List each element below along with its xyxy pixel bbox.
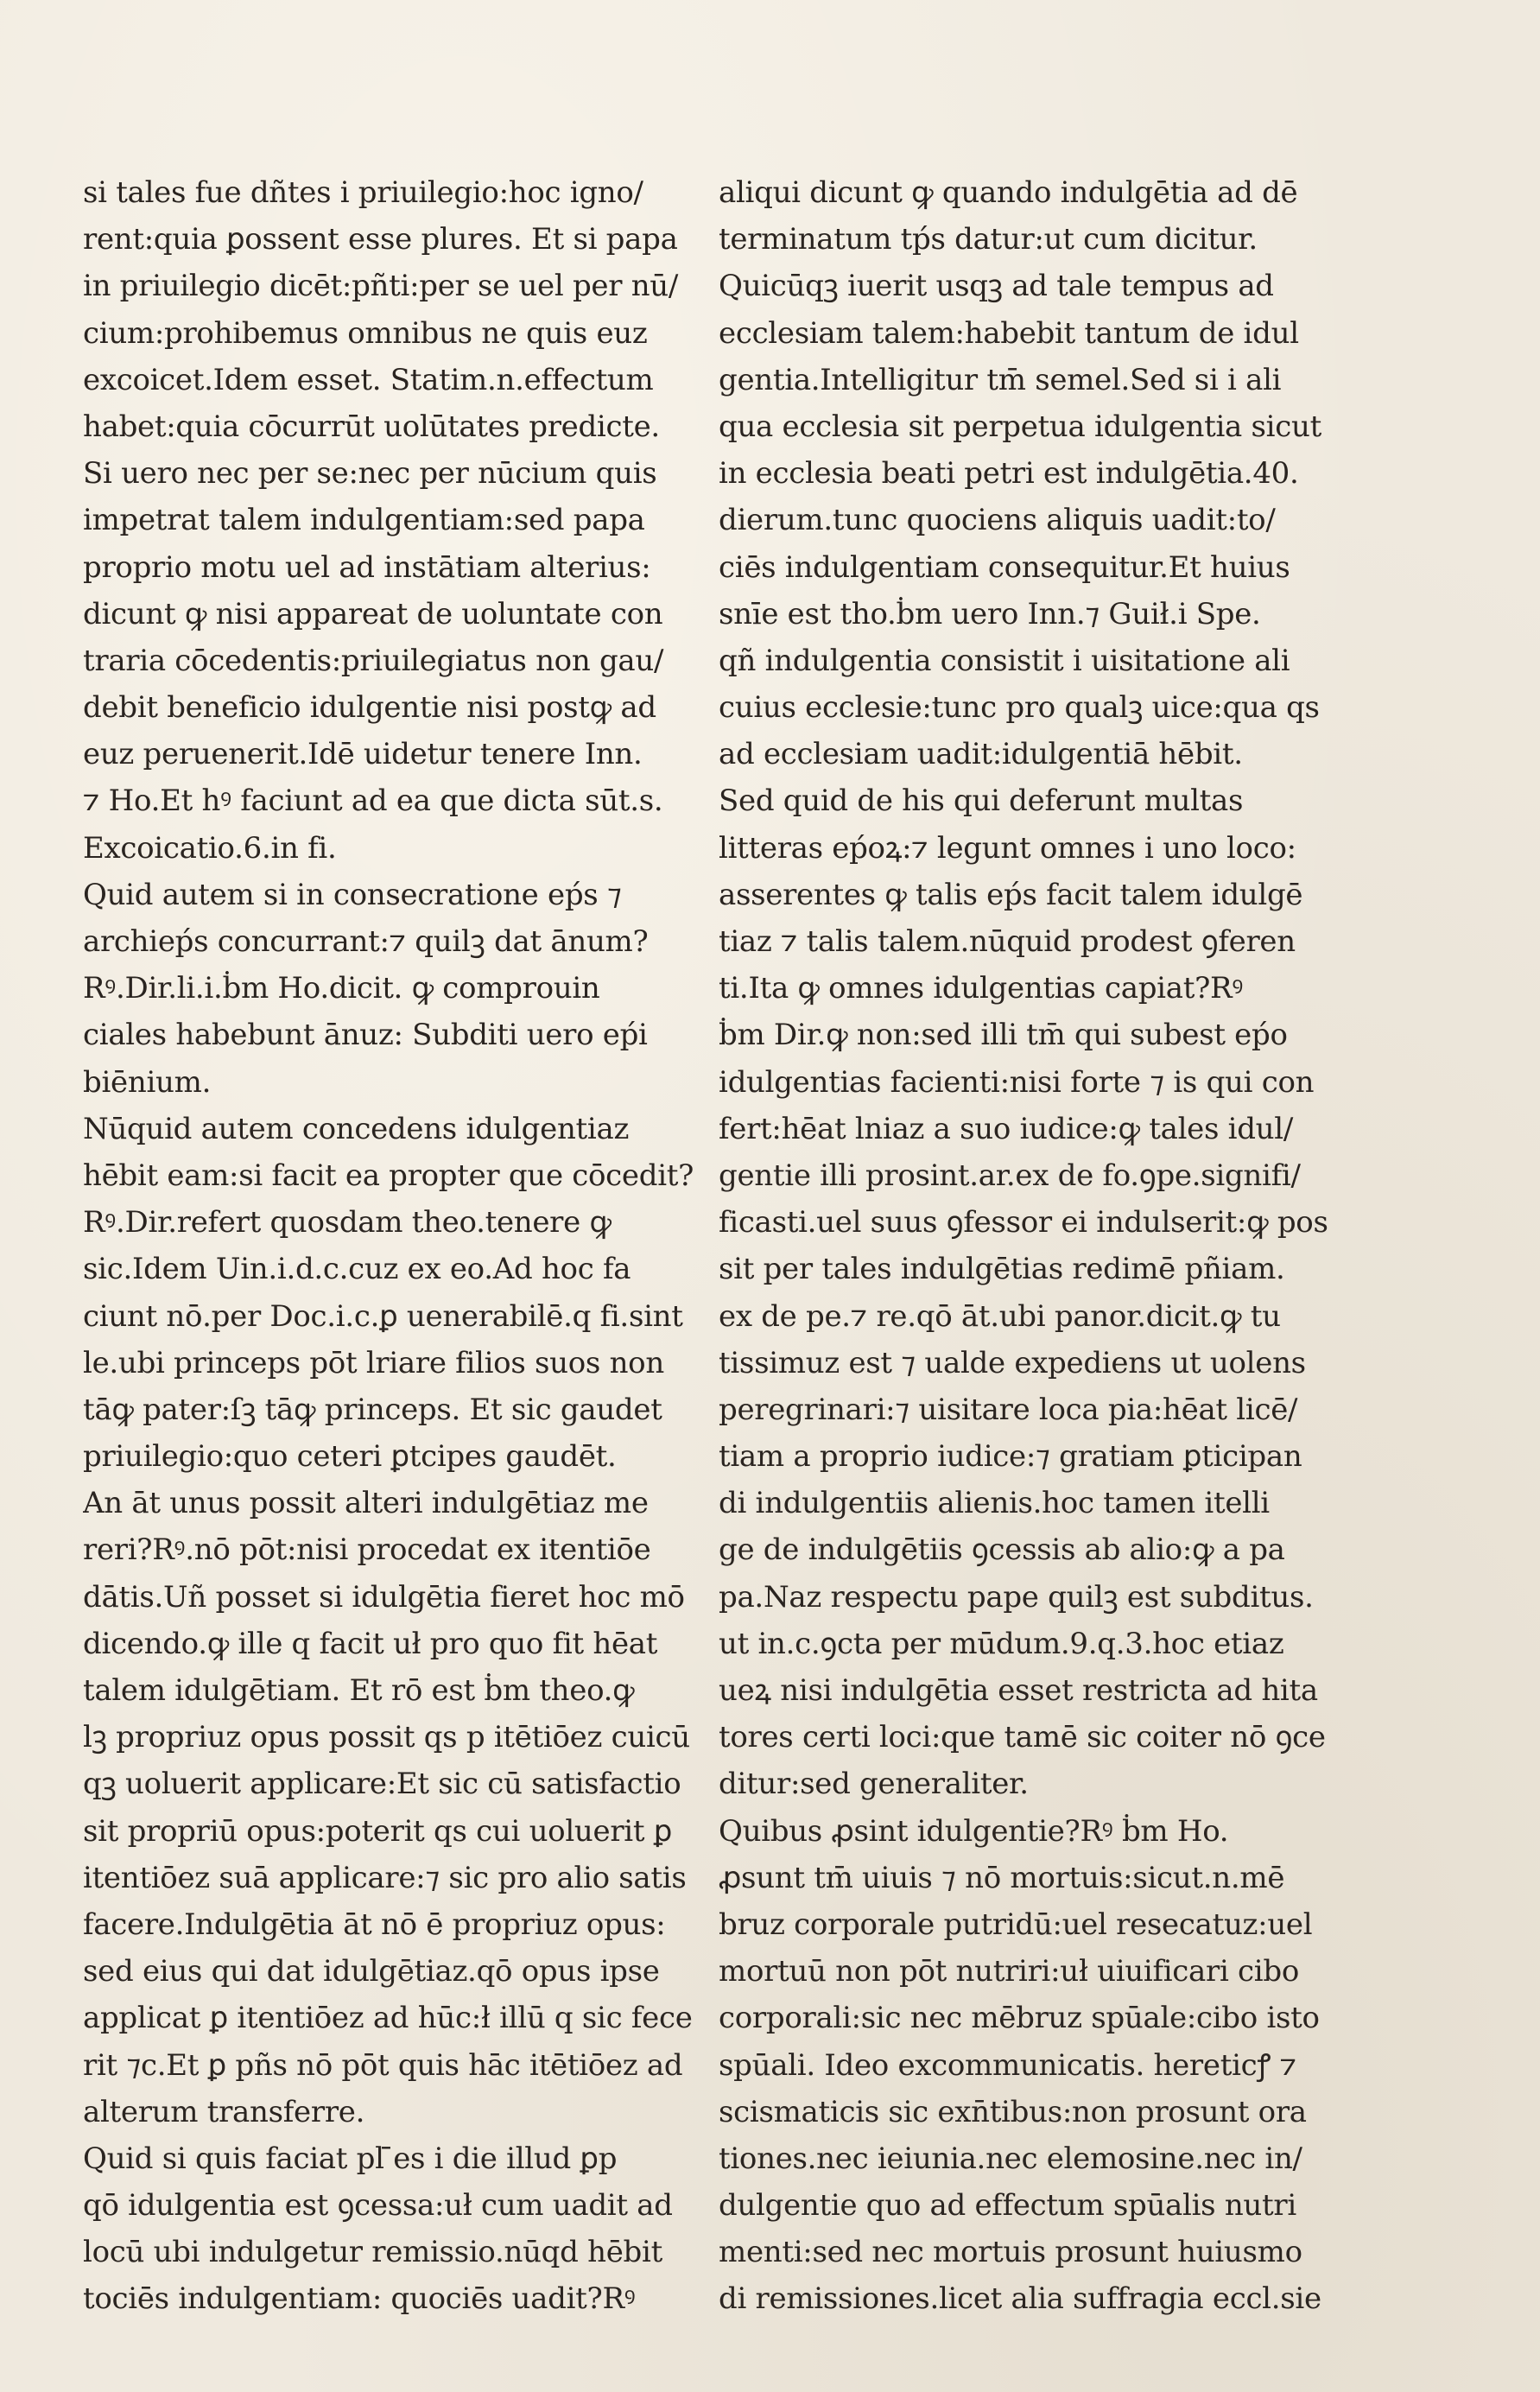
- right-column-line: Quibus ꝓsint idulgentie?Rꝰ ḃm Ho.: [719, 1813, 1229, 1849]
- right-column-line: bruz corporale putridū:uel resecatuz:uel: [719, 1907, 1313, 1942]
- right-column-line: in ecclesia beati petri est indulgētia.40.: [719, 456, 1299, 492]
- left-column-line: Quid autem si in consecratione eṕs ⁊: [83, 877, 622, 912]
- left-column-line: Nūquid autem concedens idulgentiaz: [83, 1111, 630, 1146]
- left-column-line: sic.Idem Uin.i.d.c.cuz ex eo.Ad hoc fa: [83, 1252, 631, 1287]
- left-column-line: Rꝰ.Dir.li.i.ḃm Ho.dicit. ꝙ comprouin: [83, 971, 600, 1006]
- right-column-line: tissimuz est ⁊ ualde expediens ut uolens: [719, 1345, 1306, 1380]
- right-column-line: ex de pe.⁊ re.qō āt.ubi panor.dicit.ꝙ tu: [719, 1298, 1281, 1334]
- left-column-line: lꝫ propriuz opus possit qs p itētiōez cuicū: [83, 1720, 690, 1755]
- right-column-line: dierum.tunc quociens aliquis uadit:to/: [719, 503, 1276, 538]
- right-column-line: ficasti.uel suus ꝯfessor ei indulserit:ꝙ pos: [719, 1205, 1328, 1240]
- left-column-line: debit beneficio idulgentie nisi postꝙ ad: [83, 690, 656, 726]
- left-column-line: proprio motu uel ad instātiam alterius:: [83, 549, 651, 585]
- left-column-line: applicat ꝑ itentiōez ad hūc:ł illū q sic fece: [83, 2001, 693, 2036]
- left-column-line: si tales fue dñtes i priuilegio:hoc igno/: [83, 175, 643, 210]
- left-column-line: dicendo.ꝙ ille q facit uł pro quo fit hēat: [83, 1626, 658, 1661]
- right-column-line: ecclesiam talem:habebit tantum de idul: [719, 315, 1299, 351]
- left-column-line: qꝫ uoluerit applicare:Et sic cū satisfactio: [83, 1767, 681, 1802]
- left-column-line: Excoicatio.6.in fi.: [83, 830, 337, 866]
- right-column-line: ditur:sed generaliter.: [719, 1767, 1029, 1802]
- right-column-line: idulgentias facienti:nisi forte ⁊ is qui con: [719, 1064, 1315, 1100]
- left-column-line: rent:quia ꝑossent esse plures. Et si papa: [83, 222, 678, 257]
- left-column-line: hēbit eam:si facit ea propter que cōcedit?: [83, 1158, 694, 1193]
- right-column-line: asserentes ꝙ talis eṕs facit talem idulgē: [719, 877, 1303, 912]
- left-column-line: ciales habebunt ānuz: Subditi uero eṕi: [83, 1018, 648, 1053]
- right-column-line: gentie illi prosint.ar.ex de fo.ꝯpe.signifi/: [719, 1158, 1301, 1193]
- right-column-line: scismaticis sic exn̄tibus:non prosunt ora: [719, 2094, 1307, 2129]
- left-column-line: biēnium.: [83, 1064, 212, 1100]
- right-column-line: ad ecclesiam uadit:idulgentiā hēbit.: [719, 737, 1243, 772]
- left-column-line: traria cōcedentis:priuilegiatus non gau/: [83, 643, 664, 678]
- left-column-line: ciunt nō.per Doc.i.c.ꝑ uenerabilē.q fi.sint: [83, 1298, 683, 1334]
- right-column-line: Sed quid de his qui deferunt multas: [719, 784, 1244, 819]
- right-column-line: mortuū non pōt nutriri:uł uiuificari cibo: [719, 1954, 1300, 1989]
- right-column-line: corporali:sic nec mēbruz spūale:cibo isto: [719, 2001, 1320, 2036]
- left-column-line: le.ubi princeps pōt lriare filios suos non: [83, 1345, 664, 1380]
- right-column-line: ut in.c.ꝯcta per mūdum.9.q.3.hoc etiaz: [719, 1626, 1284, 1661]
- left-column-line: facere.Indulgētia āt nō ē propriuz opus:: [83, 1907, 666, 1942]
- left-column-line: habet:quia cōcurrūt uolūtates predicte.: [83, 409, 660, 444]
- right-column-line: cuius ecclesie:tunc pro qualꝫ uice:qua qs: [719, 690, 1320, 726]
- left-column-line: locū ubi indulgetur remissio.nūqd hēbit: [83, 2235, 662, 2270]
- left-column-line: sed eius qui dat idulgētiaz.qō opus ipse: [83, 1954, 660, 1989]
- left-column-line: priuilegio:quo ceteri ꝑtcipes gaudēt.: [83, 1439, 617, 1475]
- left-column-line: tociēs indulgentiam: quociēs uadit?Rꝰ: [83, 2281, 636, 2317]
- left-column-line: excoicet.Idem esset. Statim.n.effectum: [83, 362, 654, 397]
- right-column-line: di indulgentiis alienis.hoc tamen itelli: [719, 1486, 1270, 1521]
- left-column-line: Quid si quis faciat pl ̄es i die illud ꝑp: [83, 2141, 618, 2176]
- right-column-line: ciēs indulgentiam consequitur.Et huius: [719, 549, 1290, 585]
- left-column-line: alterum transferre.: [83, 2094, 365, 2129]
- left-column-line: dicunt ꝙ nisi appareat de uoluntate con: [83, 596, 663, 631]
- right-column-line: aliqui dicunt ꝙ quando indulgētia ad dē: [719, 175, 1298, 210]
- left-column-line: An āt unus possit alteri indulgētiaz me: [83, 1486, 649, 1521]
- right-column-line: Quicūqꝫ iuerit usqꝫ ad tale tempus ad: [719, 269, 1274, 304]
- right-column-line: menti:sed nec mortuis prosunt huiusmo: [719, 2235, 1302, 2270]
- left-column-line: talem idulgētiam. Et rō est ḃm theo.ꝙ: [83, 1673, 635, 1708]
- right-column-line: tiam a proprio iudice:⁊ gratiam ꝑticipan: [719, 1439, 1302, 1475]
- right-column-line: peregrinari:⁊ uisitare loca pia:hēat licē/: [719, 1392, 1298, 1427]
- right-column-line: ḃm Dir.ꝙ non:sed illi tm̄ qui subest eṕo: [719, 1018, 1288, 1053]
- right-column-line: qñ indulgentia consistit i uisitatione ali: [719, 643, 1290, 678]
- right-column-line: dulgentie quo ad effectum spūalis nutri: [719, 2188, 1296, 2224]
- right-column-line: ti.Ita ꝙ omnes idulgentias capiat?Rꝰ: [719, 971, 1244, 1006]
- left-column-line: euz peruenerit.Idē uidetur tenere Inn.: [83, 737, 643, 772]
- left-column-line: itentiōez suā applicare:⁊ sic pro alio satis: [83, 1860, 687, 1895]
- right-column-line: qua ecclesia sit perpetua idulgentia sicut: [719, 409, 1321, 444]
- right-column-line: ꝓsunt tm̄ uiuis ⁊ nō mortuis:sicut.n.mē: [719, 1860, 1285, 1895]
- right-column-line: snīe est tho.ḃm uero Inn.⁊ Guił.i Spe.: [719, 596, 1261, 631]
- right-column-line: sit per tales indulgētias redimē pñiam.: [719, 1252, 1285, 1287]
- left-column-line: sit propriū opus:poterit qs cui uoluerit ꝑ: [83, 1813, 673, 1849]
- right-column-line: tiones.nec ieiunia.nec elemosine.nec in/: [719, 2141, 1302, 2176]
- right-column-line: pa.Naz respectu pape quilꝫ est subditus.: [719, 1579, 1314, 1615]
- right-column-line: terminatum tṕs datur:ut cum dicitur.: [719, 222, 1258, 257]
- left-column-line: in priuilegio dicēt:pñti:per se uel per nū/: [83, 269, 679, 304]
- left-column-line: qō idulgentia est ꝯcessa:uł cum uadit ad: [83, 2188, 673, 2224]
- right-text-column: [719, 169, 1332, 2323]
- left-column-line: cium:prohibemus omnibus ne quis euz: [83, 315, 648, 351]
- right-column-line: tores certi loci:que tamē sic coiter nō ꝯce: [719, 1720, 1326, 1755]
- left-column-line: impetrat talem indulgentiam:sed papa: [83, 503, 645, 538]
- right-column-line: tiaz ⁊ talis talem.nūquid prodest ꝯferen: [719, 924, 1296, 959]
- left-column-line: rit ⁊c.Et ꝑ pñs nō pōt quis hāc itētiōez ad: [83, 2047, 683, 2083]
- right-column-line: gentia.Intelligitur tm̄ semel.Sed si i ali: [719, 362, 1282, 397]
- right-column-line: di remissiones.licet alia suffragia eccl.sie: [719, 2281, 1321, 2317]
- right-column-line: litteras eṕoꝝ:⁊ legunt omnes i uno loco:: [719, 830, 1296, 866]
- right-column-line: ueꝝ nisi indulgētia esset restricta ad hita: [719, 1673, 1318, 1708]
- left-column-line: archieṕs concurrant:⁊ quilꝫ dat ānum?: [83, 924, 649, 959]
- left-column-line: reri?Rꝰ.nō pōt:nisi procedat ex itentiōe: [83, 1532, 651, 1568]
- left-column-line: Rꝰ.Dir.refert quosdam theo.tenere ꝙ: [83, 1205, 612, 1240]
- left-column-line: tāꝙ pater:ſꝫ tāꝙ princeps. Et sic gaudet: [83, 1392, 662, 1427]
- left-column-line: Si uero nec per se:nec per nūcium quis: [83, 456, 657, 492]
- left-column-line: dātis.Uñ posset si idulgētia fieret hoc mō: [83, 1579, 685, 1615]
- right-column-line: fert:hēat lniaz a suo iudice:ꝙ tales idul/: [719, 1111, 1293, 1146]
- right-column-line: ge de indulgētiis ꝯcessis ab alio:ꝙ a pa: [719, 1532, 1285, 1568]
- left-column-line: ⁊ Ho.Et hꝰ faciunt ad ea que dicta sūt.s.: [83, 784, 663, 819]
- right-column-line: spūali. Ideo excommunicatis. hereticꝭ ⁊: [719, 2047, 1296, 2083]
- left-text-column: [83, 169, 696, 2323]
